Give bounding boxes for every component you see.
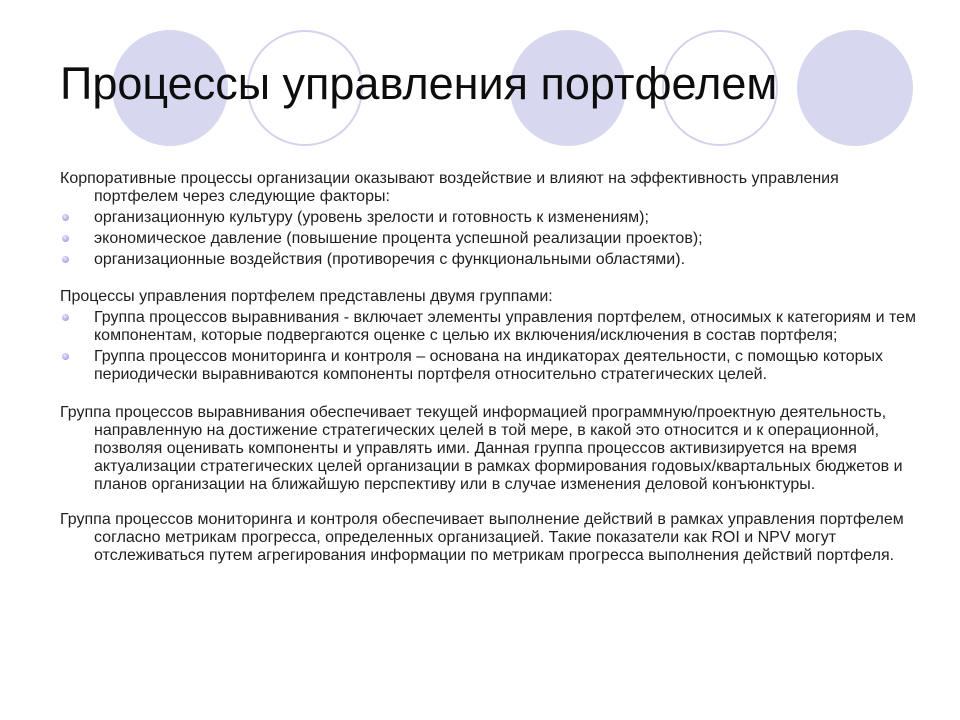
slide-title: Процессы управления портфелем [60, 58, 778, 109]
list-item [60, 251, 920, 269]
list-item [60, 209, 920, 227]
list-item-text: экономическое давление (повышение процента успешной реализации проектов); [94, 230, 703, 247]
list-item-text: организационные воздействия (противоречия с функциональными областями). [94, 251, 686, 268]
factors-list [60, 209, 920, 269]
list-item-text: организационную культуру (уровень зрелости и готовность к изменениям); [94, 209, 649, 226]
list-item [60, 348, 920, 384]
alignment-group-paragraph: Группа процессов выравнивания обеспечивает текущей информацией программную/проектную деятельность, направленную на достижение стратегических целей в той мере, в какой это относится и к операционной, позволяя оценивать компоненты и управлять ими. Данная группа процессов активизируется на время актуализации стратегических целей организации в рамках формирования годовых/квартальных бюджетов и планов организации на ближайшую перспективу или в случае изменения деловой конъюнктуры. [60, 404, 903, 493]
list-item [60, 309, 920, 345]
bullet-icon [62, 353, 69, 360]
list-item-text: Группа процессов выравнивания - включает элементы управления портфелем, относимых к категориям и тем компонентам, которые подвергаются оценке с целью их включения/исключения в состав портфеля; [94, 309, 917, 344]
groups-list [60, 309, 920, 384]
list-item [60, 230, 920, 248]
bullet-icon [62, 214, 69, 221]
groups-intro: Процессы управления портфелем представлены двумя группами: [60, 288, 553, 305]
slide-body [60, 170, 920, 565]
factors-intro: Корпоративные процессы организации оказывают воздействие и влияют на эффективность управления портфелем через следующие факторы: [60, 170, 839, 205]
list-item-text: Группа процессов мониторинга и контроля – основана на индикаторах деятельности, с помощью которых периодически выравниваются компоненты портфеля относительно стратегических целей. [94, 348, 884, 383]
bullet-icon [62, 235, 69, 242]
bullet-icon [62, 314, 69, 321]
circle-filled-3 [797, 30, 913, 146]
monitoring-group-paragraph: Группа процессов мониторинга и контроля обеспечивает выполнение действий в рамках управления портфелем согласно метрикам прогресса, определенных организацией. Такие показатели как ROI и NPV могут отслеживаться путем агрегирования информации по метрикам прогресса выполнения действий портфеля. [60, 511, 904, 564]
bullet-icon [62, 256, 69, 263]
